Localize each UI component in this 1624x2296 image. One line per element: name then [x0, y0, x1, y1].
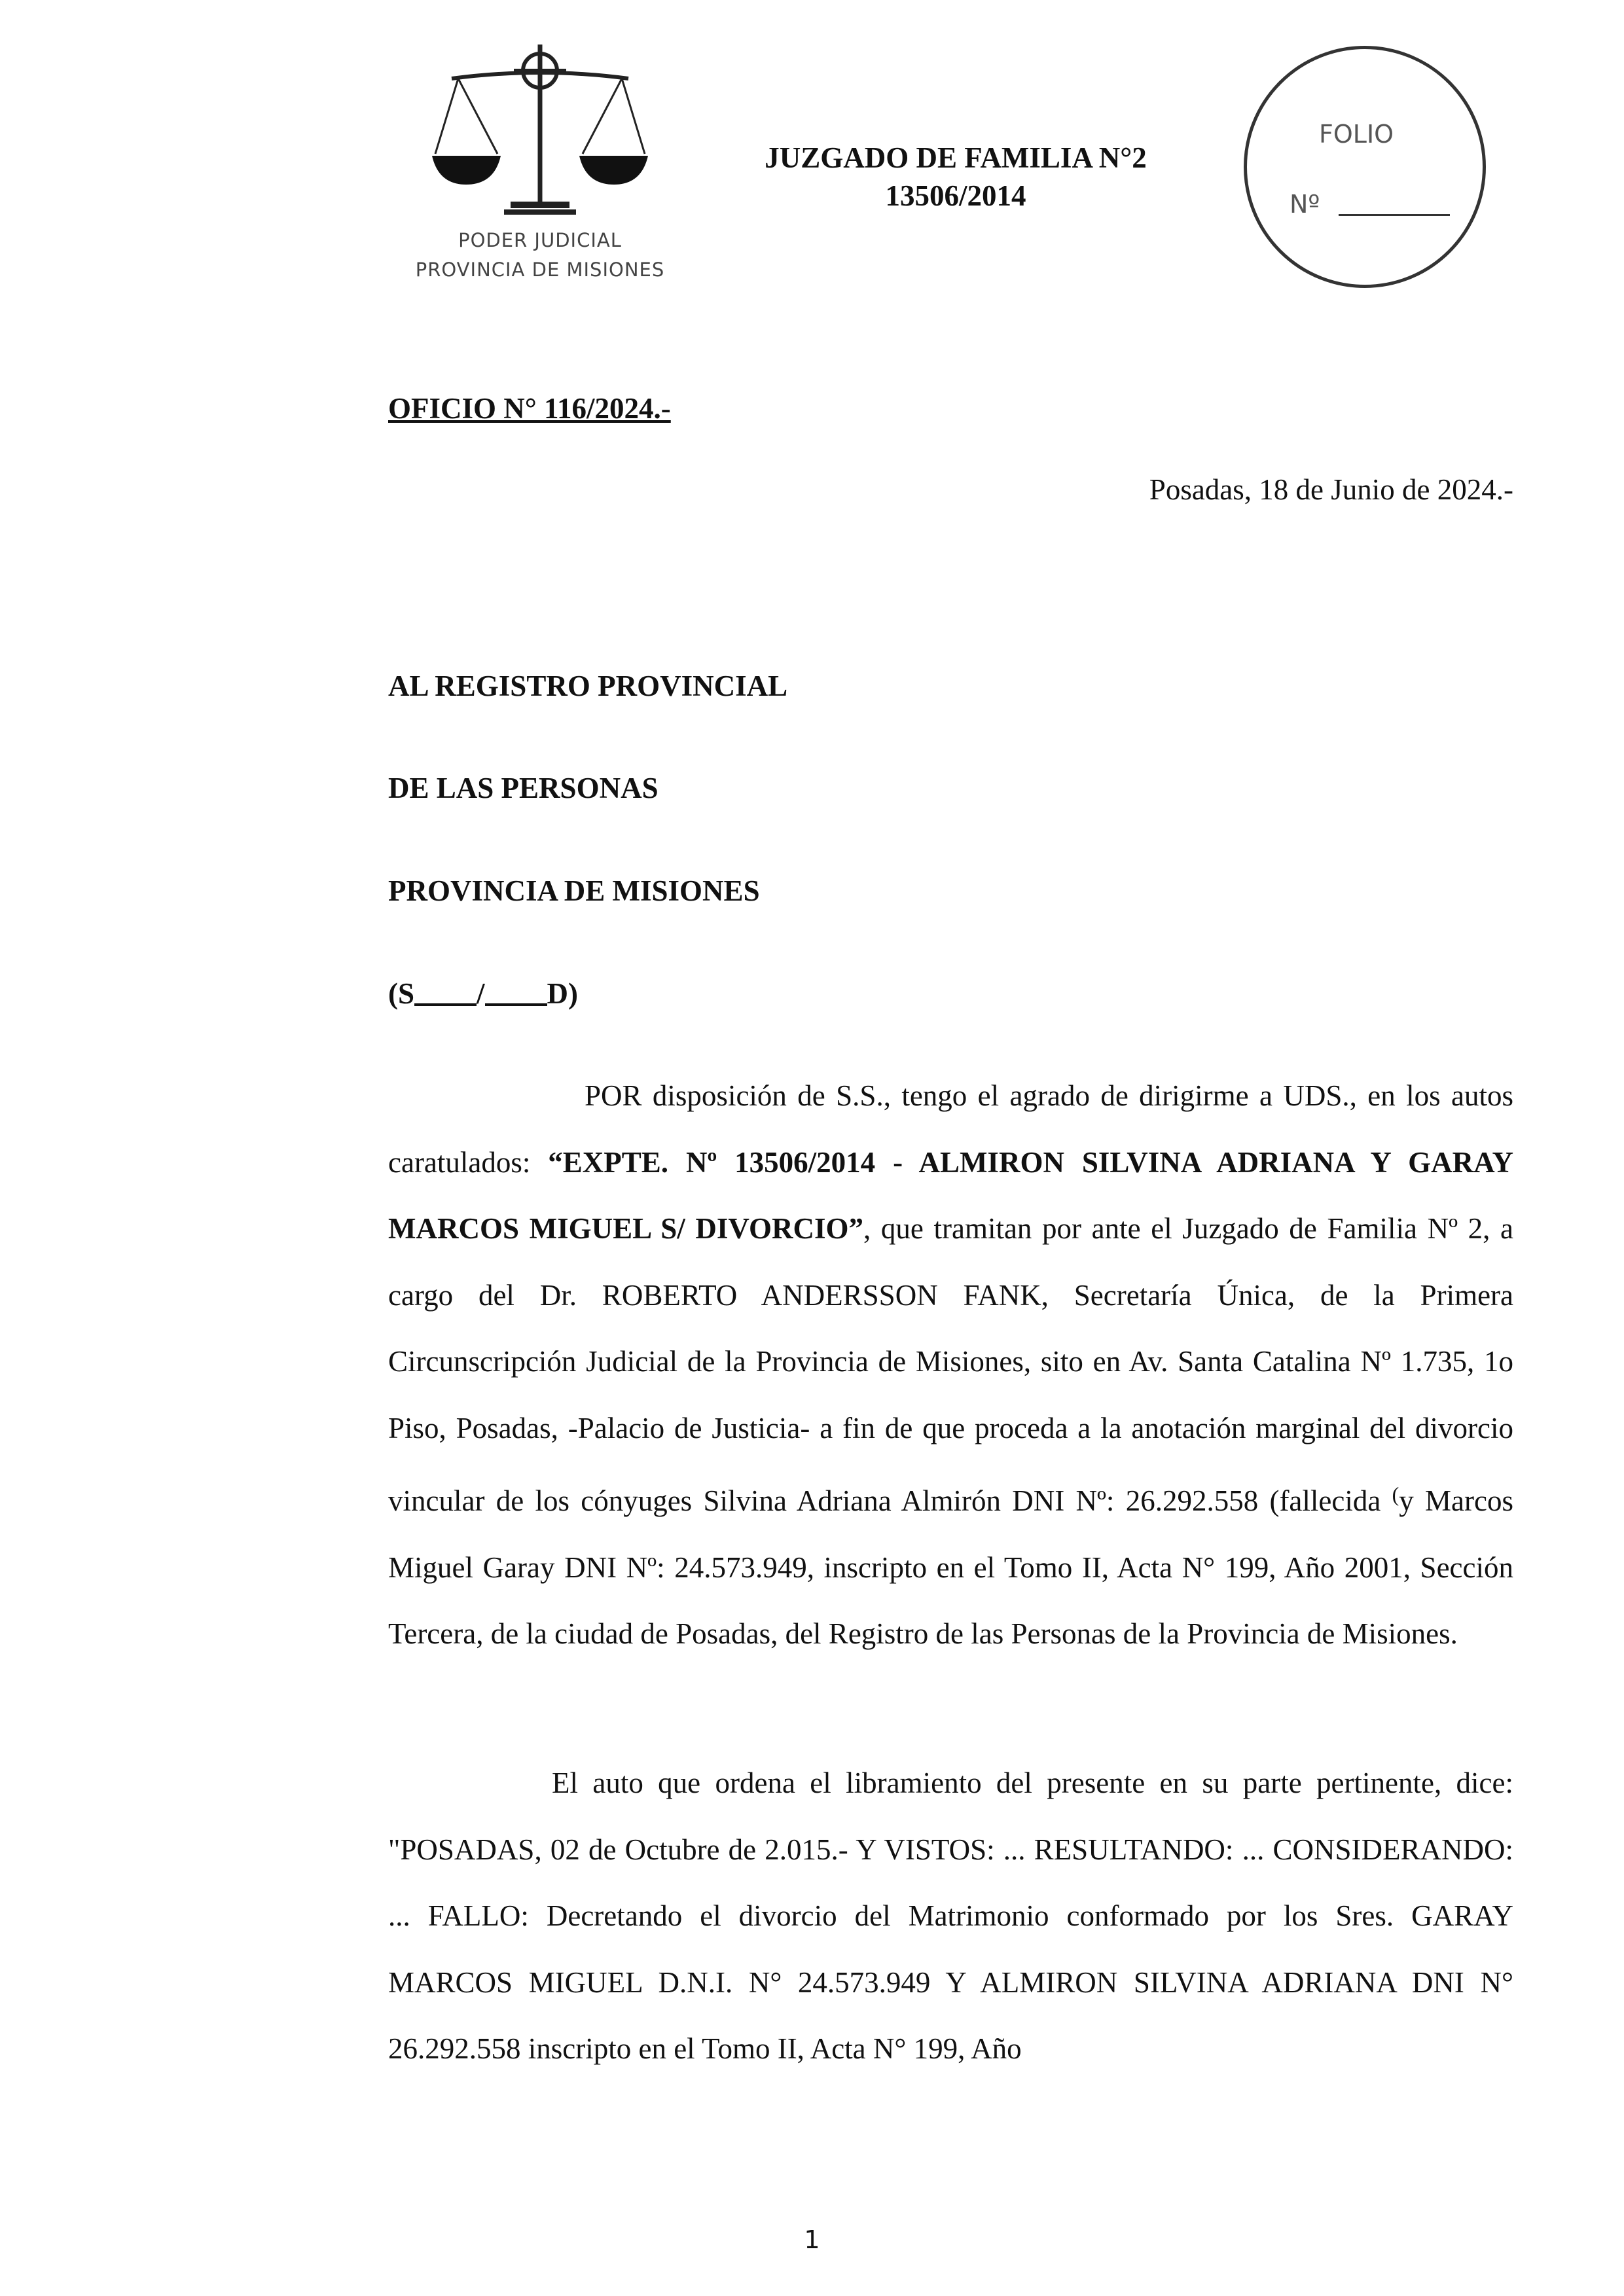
- sd-slash: /: [477, 977, 485, 1010]
- date-line: Posadas, 18 de Junio de 2024.-: [1149, 473, 1513, 506]
- addressee-sd: [388, 977, 578, 1011]
- folio-number-label: Nº: [1290, 190, 1320, 219]
- poder-judicial-logo: [399, 39, 681, 288]
- paragraph-2-text: El auto que ordena el libramiento del presente en su parte pertinente, dice: "POSADAS, 02 de Octubre de 2.015.- Y VISTOS: ... RESULTANDO: ... CONSIDERANDO: ... FALLO: Decretando el divorcio del Matrimonio conformado por los Sres. GARAY MARCOS MIGUEL D.N.I. N° 24.573.949 Y ALMIRON SILVINA ADRIANA DNI N° 26.292.558 inscripto en el Tomo II, Acta N° 199, Año: [388, 1767, 1513, 2065]
- paragraph-1-body-a: , que tramitan por ante el Juzgado de Familia Nº 2, a cargo del Dr. ROBERTO ANDERSSON FANK, Secretaría Única, de la Primera Circunscripción Judicial de la Provincia de Misiones, sito en Av. Santa Catalina Nº 1.735, 1o Piso, Posadas, -Palacio de Justicia- a fin de que proceda a la anotación marginal del divorcio vincular de los cónyuges Silvina Adriana Almirón DNI Nº: 26.292.558 (fallecida: [388, 1212, 1513, 1517]
- sd-d: D): [547, 977, 579, 1010]
- addressee-line-2: DE LAS PERSONAS: [388, 772, 659, 804]
- sd-blank-2: [485, 977, 547, 1006]
- court-name: JUZGADO DE FAMILIA N°2: [765, 141, 1147, 174]
- oficio-number: OFICIO N° 116/2024.-: [388, 392, 671, 425]
- paragraph-1: [388, 1063, 1513, 1668]
- folio-blank-line: [1339, 214, 1450, 216]
- logo-line-poder-judicial: PODER JUDICIAL: [458, 229, 622, 251]
- scales-of-justice-icon: [432, 39, 648, 223]
- case-number: 13506/2014: [885, 179, 1026, 212]
- sd-s: (S: [388, 977, 415, 1010]
- logo-line-provincia: PROVINCIA DE MISIONES: [415, 259, 665, 281]
- paragraph-1-paren: (: [1392, 1482, 1399, 1506]
- addressee-line-1: AL REGISTRO PROVINCIAL: [388, 670, 788, 702]
- paragraph-1-body-b: y Marcos Miguel Garay DNI Nº: 24.573.949, inscripto en el Tomo II, Acta N° 199, Año 2001, Sección Tercera, de la ciudad de Posadas, del Registro de las Personas de la Provincia de Misiones.: [388, 1484, 1513, 1650]
- addressee-line-3: PROVINCIA DE MISIONES: [388, 874, 760, 907]
- court-heading: [687, 139, 1224, 215]
- folio-label: FOLIO: [1319, 120, 1394, 149]
- sd-blank-1: [414, 977, 477, 1006]
- case-title: “EXPTE. Nº 13506/2014 - ALMIRON SILVINA ADRIANA Y GARAY MARCOS MIGUEL S/ DIVORCIO”: [388, 1145, 1513, 1245]
- paragraph-2: [388, 1750, 1513, 2083]
- paragraph-1-intro: POR disposición de S.S., tengo el agrado de dirigirme a UDS., en los autos caratulados:: [388, 1079, 1513, 1179]
- page-number: 1: [804, 2225, 820, 2254]
- folio-stamp: [1244, 46, 1486, 288]
